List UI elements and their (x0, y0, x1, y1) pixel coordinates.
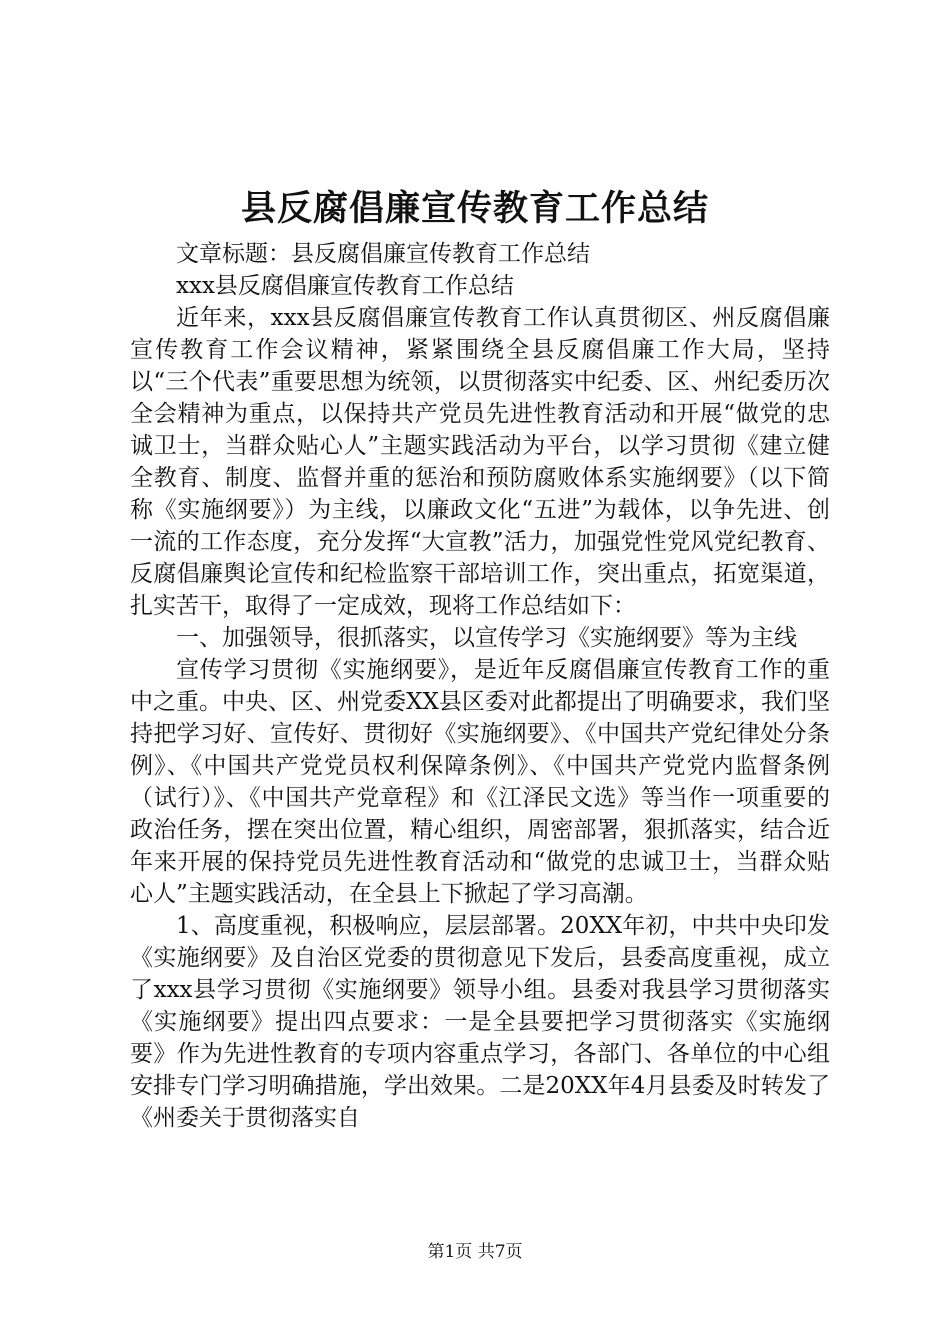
article-title-line: 文章标题：县反腐倡廉宣传教育工作总结 (176, 241, 590, 267)
document-title: 县反腐倡廉宣传教育工作总结 (240, 188, 709, 229)
subtitle-line: xxx县反腐倡廉宣传教育工作总结 (176, 273, 514, 299)
page-footer: 第1页 共7页 (427, 1242, 523, 1262)
body-paragraph: 1、高度重视，积极响应，层层部署。20XX年初，中共中央印发《实施纲要》及自治区党委的贯彻意见下发后，县委高度重视，成立了xxx县学习贯彻《实施纲要》领导小组。县委对我县学习贯彻落实《实施纲要》提出四点要求：一是全县要把学习贯彻落实《实施纲要》作为先进性教育的专项内容重点学习，各部门、各单位的中心组安排专门学习明确措施，学出效果。二是20XX年4月县委及时转发了《州委关于贯彻落实自 (130, 913, 830, 1131)
document-body (130, 238, 830, 1134)
body-paragraph: 近年来，xxx县反腐倡廉宣传教育工作认真贯彻区、州反腐倡廉宣传教育工作会议精神，紧紧围绕全县反腐倡廉工作大局，坚持以“三个代表”重要思想为统领，以贯彻落实中纪委、区、州纪委历次全会精神为重点，以保持共产党员先进性教育活动和开展“做党的忠诚卫士，当群众贴心人”主题实践活动为平台，以学习贯彻《建立健全教育、制度、监督并重的惩治和预防腐败体系实施纲要》（以下简称《实施纲要》）为主线，以廉政文化“五进”为载体，以争先进、创一流的工作态度，充分发挥“大宣教”活力，加强党性党风党纪教育、反腐倡廉舆论宣传和纪检监察干部培训工作，突出重点，拓宽渠道，扎实苦干，取得了一定成效，现将工作总结如下： (130, 305, 830, 619)
section-heading: 一、加强领导，很抓落实，以宣传学习《实施纲要》等为主线 (176, 625, 797, 651)
body-paragraph: 宣传学习贯彻《实施纲要》，是近年反腐倡廉宣传教育工作的重中之重。中央、区、州党委XX县区委对此都提出了明确要求，我们坚持把学习好、宣传好、贯彻好《实施纲要》、《中国共产党纪律处分条例》、《中国共产党党员权利保障条例》、《中国共产党党内监督条例（试行）》、《中国共产党章程》和《江泽民文选》等当作一项重要的政治任务，摆在突出位置，精心组织，周密部署，狠抓落实，结合近年来开展的保持党员先进性教育活动和“做党的忠诚卫士，当群众贴心人”主题实践活动，在全县上下掀起了学习高潮。 (130, 657, 830, 907)
